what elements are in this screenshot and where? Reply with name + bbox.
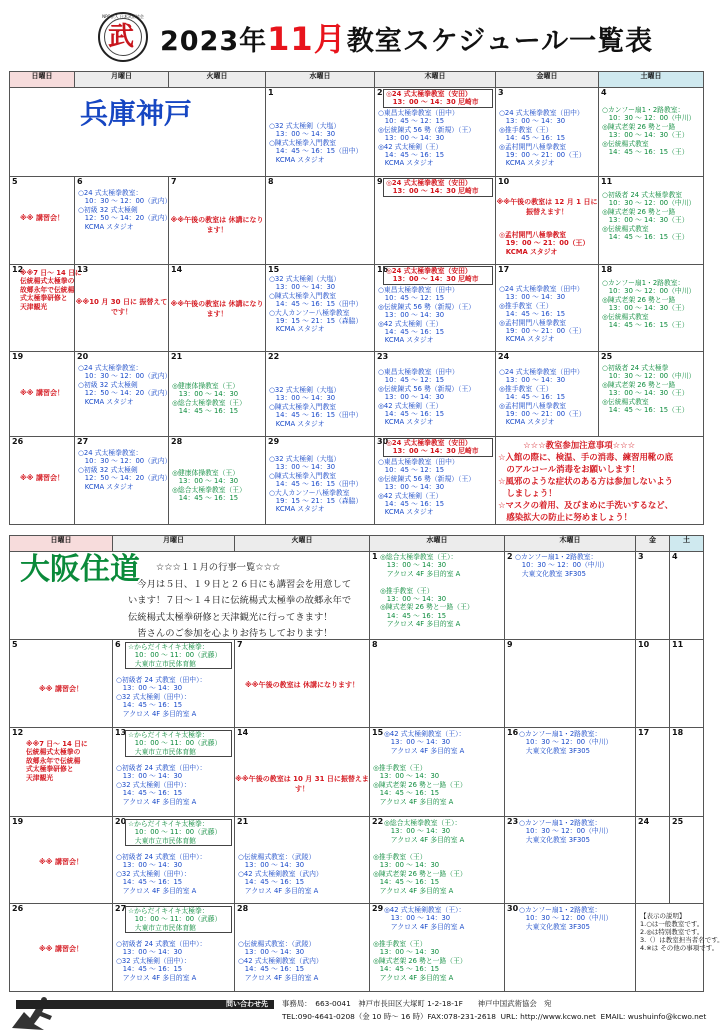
day-header-fri: 金曜日 <box>496 72 599 88</box>
day-cell: 2 ○カンフー扇1・2路教室： 10：30 ～ 12：00（中川） 大東文化教室 3F305 <box>505 552 636 640</box>
day-cell: 10 ※※午後の教室は 12 月 1 日に振替えます！ ◎孟村開門八極拳教室 19：00 ～ 21：00（王） KCMA スタジオ <box>496 177 599 265</box>
day-cell: 28 ○伝統楊式教室：（武陵） 13：00 ～ 14：30 ○42 式太極剣教室（武内） 14：45 ～ 16：15 アクロス 4F 多目的室 A <box>235 904 370 992</box>
day-cell: 18 <box>670 728 704 817</box>
kobe-schedule-table <box>9 71 704 525</box>
day-cell: 9 ◎24 式太極拳教室（安田） 13：00 ～ 14：30 尼崎市 <box>375 177 496 265</box>
day-cell: 13 ☆からだイキイキ太極拳： 10：00 ～ 11：00（武藤） 大東市立市民体育館 ○初級者 24 式教室（田中）： 13：00 ～ 14：30 ○32 式太極剣（田中）： 14：45 ～ 16：15 アクロス 4F 多目的室 A <box>113 728 235 817</box>
day-cell: 17 <box>636 728 670 817</box>
contact-bar: 問い合わせ先 <box>16 1000 274 1009</box>
caution-notice: ☆☆☆教室参加注意事項☆☆☆ ☆入館の際に、検温、手の消毒、練習用靴の底 のアルコール消毒をお願いします！ ☆風邪のような症状のある方は参加しないよう しましょう！ ☆マスクの着用、及びまめに手洗いするなど、 感染拡大の防止に努めましょう！ <box>496 437 704 525</box>
page-header <box>0 0 712 66</box>
day-cell: 1 ○32 式太極剣（大塩） 13：00 ～ 14：30 ○陳式太極拳入門教室 14：45 ～ 16：15（田中） KCMA スタジオ <box>266 88 375 177</box>
day-header-tue: 火曜日 <box>235 536 370 552</box>
page-title: 2023年11月教室スケジュール一覧表 <box>160 20 654 58</box>
day-cell: 10 <box>636 640 670 728</box>
day-cell: 4 <box>670 552 704 640</box>
day-cell: 24 <box>636 817 670 904</box>
city-title-osaka: 大阪住道 <box>20 552 140 587</box>
association-logo: 武 NPO法人 日本武術協会 <box>98 12 148 62</box>
day-cell: 22 ○32 式太極剣（大塩） 13：00 ～ 14：30 ○陳式太極拳入門教室 14：45 ～ 16：15（田中） KCMA スタジオ <box>266 352 375 437</box>
day-header-tue: 火曜日 <box>169 72 266 88</box>
day-cell: 17 ○24 式太極拳教室（田中） 13：00 ～ 14：30 ◎推手教室（王） 14：45 ～ 16：15 ◎孟村開門八極拳教室 19：00 ～ 21：00（王） KCMA スタジオ <box>496 265 599 352</box>
osaka-schedule-table <box>9 535 724 992</box>
page-footer <box>0 994 712 1036</box>
monthly-message: ☆☆☆１１月の行事一覧☆☆☆ 今月は５日、１９日と２６日にも講習会を用意して います！７日～１４日に伝統楊式太極拳の故郷永年で 伝統楊式太極拳研修と天津観光に行ってきます！ 皆さんのご参加を心よりお待ちしております！ <box>128 562 352 639</box>
day-cell: 27 ○24 式太極拳教室： 10：30 ～ 12：00（武内） ○初級 32 式太極剣 12：50 ～ 14：20（武内） KCMA スタジオ <box>75 437 169 525</box>
day-header-mon: 月曜日 <box>75 72 169 88</box>
day-cell: 3 <box>636 552 670 640</box>
day-cell: 1 ◎総合太極拳教室（王）： 13：00 ～ 14：30 アクロス 4F 多目的室 A ◎推手教室（王） 13：00 ～ 14：30 ◎陳式老架 26 勢と一路（王） 14：45 ～ 16：15 アクロス 4F 多目的室 A <box>370 552 505 640</box>
kobe-city-cell <box>10 88 266 177</box>
day-cell: 23 ○カンフー扇1・2路教室： 10：30 ～ 12：00（中川） 大東文化教室 3F305 <box>505 817 636 904</box>
contact-address: 事務局： 663-0041 神戸市長田区大塚町 1-2-18-1F 神戸中国武術協会 宛 <box>282 999 552 1008</box>
day-cell: 21 ○伝統楊式教室：（武陵） 13：00 ～ 14：30 ○42 式太極剣教室（武内） 14：45 ～ 16：15 アクロス 4F 多目的室 A <box>235 817 370 904</box>
day-cell: 6 ○24 式太極拳教室： 10：30 ～ 12：00（武内） ○初級 32 式太極剣 12：50 ～ 14：20（武内） KCMA スタジオ <box>75 177 169 265</box>
day-cell: 26 ※※ 講習会！ <box>10 437 75 525</box>
day-cell: 24 ○24 式太極拳教室（田中） 13：00 ～ 14：30 ◎推手教室（王） 14：45 ～ 16：15 ◎孟村開門八極拳教室 19：00 ～ 21：00（王） KCMA スタジオ <box>496 352 599 437</box>
day-cell: 9 <box>505 640 636 728</box>
day-header-wed: 水曜日 <box>266 72 375 88</box>
day-cell: 28 ◎健康体操教室（王） 13：00 ～ 14：30 ◎総合太極拳教室（王） 14：45 ～ 16：15 <box>169 437 266 525</box>
day-header-thu: 木曜日 <box>505 536 636 552</box>
day-cell: 19 ※※ 講習会！ <box>10 352 75 437</box>
day-cell: 3 ○24 式太極拳教室（田中） 13：00 ～ 14：30 ◎推手教室（王） 14：45 ～ 16：15 ◎孟村開門八極拳教室 19：00 ～ 21：00（王） KCMA スタジオ <box>496 88 599 177</box>
day-header-sun: 日曜日 <box>10 536 113 552</box>
day-cell: 30 ○カンフー扇1・2路教室： 10：30 ～ 12：00（中川） 大東文化教室 3F305 <box>505 904 636 992</box>
day-cell: 19 ※※ 講習会！ <box>10 817 113 904</box>
day-cell: 22 ◎総合太極拳教室（王）： 13：00 ～ 14：30 アクロス 4F 多目的室 A ◎推手教室（王） 13：00 ～ 14：30 ◎陳式老架 26 勢と一路（王） 14：45 ～ 16：15 アクロス 4F 多目的室 A <box>370 817 505 904</box>
day-header-sat: 土 <box>670 536 704 552</box>
legend-cell <box>636 904 724 992</box>
city-title-kobe: 兵庫神戸 <box>80 97 193 130</box>
day-cell: 8 <box>370 640 505 728</box>
day-cell: 25 <box>670 817 704 904</box>
day-cell: 27 ☆からだイキイキ太極拳： 10：00 ～ 11：00（武藤） 大東市立市民体育館 ○初級者 24 式教室（田中）： 13：00 ～ 14：30 ○32 式太極剣（田中）： 14：45 ～ 16：15 アクロス 4F 多目的室 A <box>113 904 235 992</box>
day-cell: 4 ○カンフー扇1・2路教室： 10：30 ～ 12：00（中川） ◎陳式老架 26 勢と一路 13：00 ～ 14：30（王） ◎伝統楊式教室 14：45 ～ 16：15（王） <box>599 88 704 177</box>
day-cell: 23 ○東昌太極拳教室（田中） 10：45 ～ 12：15 ◎伝統陳式 56 勢（新規）（王） 13：00 ～ 14：30 ◎42 式太極剣（王） 14：45 ～ 16：15 KCMA スタジオ <box>375 352 496 437</box>
day-cell: 12 ※※7 日～ 14 日に 伝統楊式太極拳の 故郷永年で伝統楊 式太極拳研修と 天津観光 <box>10 728 113 817</box>
day-cell: 5 ※※ 講習会！ <box>10 177 75 265</box>
day-cell: 6 ☆からだイキイキ太極拳： 10：00 ～ 11：00（武藤） 大東市立市民体育館 ○初級者 24 式教室（田中）： 13：00 ～ 14：30 ○32 式太極剣（田中）： 14：45 ～ 16：15 アクロス 4F 多目的室 A <box>113 640 235 728</box>
day-cell: 8 <box>266 177 375 265</box>
day-cell: 7 ※※午後の教室は 休講になります！ <box>235 640 370 728</box>
day-cell: 20 ☆からだイキイキ太極拳： 10：00 ～ 11：00（武藤） 大東市立市民体育館 ○初級者 24 式教室（田中）： 13：00 ～ 14：30 ○32 式太極剣（田中）： 14：45 ～ 16：15 アクロス 4F 多目的室 A <box>113 817 235 904</box>
day-cell: 5 ※※ 講習会！ <box>10 640 113 728</box>
day-cell: 14 ※※午後の教室は 休講になります！ <box>169 265 266 352</box>
day-cell: 30 ◎24 式太極拳教室（安田） 13：00 ～ 14：30 尼崎市 ○東昌太極拳教室（田中） 10：45 ～ 12：15 ◎伝統陳式 56 勢（新規）（王） 13：00 ～ 14：30 ◎42 式太極剣（王） 14：45 ～ 16：15 KCMA スタジオ <box>375 437 496 525</box>
day-cell: 16 ◎24 式太極拳教室（安田） 13：00 ～ 14：30 尼崎市 ○東昌太極拳教室（田中） 10：45 ～ 12：15 ◎伝統陳式 56 勢（新規）（王） 13：00 ～ 14：30 ◎42 式太極剣（王） 14：45 ～ 16：15 KCMA スタジオ <box>375 265 496 352</box>
day-cell: 14 ※※午後の教室は 10 月 31 日に振替えます！ <box>235 728 370 817</box>
legend: 【表示の説明】 1.○は一般教室です。 2.◎は特別教室です。 3.（）は教室担当者名です。 4.※は その他の事項です。 <box>640 912 724 952</box>
day-cell: 12 ※※7 日～ 14 日に 伝統楊式太極拳の 故郷永年で伝統楊 式太極拳研修と 天津観光 <box>10 265 75 352</box>
day-header-fri: 金 <box>636 536 670 552</box>
day-cell: 13 ※※10 月 30 日に 振替えてです！ <box>75 265 169 352</box>
day-cell: 21 ◎健康体操教室（王） 13：00 ～ 14：30 ◎総合太極拳教室（王） 14：45 ～ 16：15 <box>169 352 266 437</box>
day-cell: 16 ○カンフー扇1・2路教室： 10：30 ～ 12：00（中川） 大東文化教室 3F305 <box>505 728 636 817</box>
day-cell: 15 ◎42 式太極剣教室（王）： 13：00 ～ 14：30 アクロス 4F 多目的室 A ◎推手教室（王） 13：00 ～ 14：30 ◎陳式老架 26 勢と一路（王） 14：45 ～ 16：15 アクロス 4F 多目的室 A <box>370 728 505 817</box>
osaka-city-cell <box>10 552 370 640</box>
day-cell: 29 ○32 式太極剣（大塩） 13：00 ～ 14：30 ○陳式太極拳入門教室 14：45 ～ 16：15（田中） ○大人カンフー八極拳教室 19：15 ～ 21：15（森脇） KCMA スタジオ <box>266 437 375 525</box>
day-header-mon: 月曜日 <box>113 536 235 552</box>
day-cell: 29 ◎42 式太極剣教室（王）： 13：00 ～ 14：30 アクロス 4F 多目的室 A ◎推手教室（王） 13：00 ～ 14：30 ◎陳式老架 26 勢と一路（王） 14：45 ～ 16：15 アクロス 4F 多目的室 A <box>370 904 505 992</box>
day-header-sat: 土曜日 <box>599 72 704 88</box>
day-header-thu: 木曜日 <box>375 72 496 88</box>
day-cell: 18 ○カンフー扇1・2路教室： 10：30 ～ 12：00（中川） ◎陳式老架 26 勢と一路 13：00 ～ 14：30（王） ◎伝統楊式教室 14：45 ～ 16：15（王） <box>599 265 704 352</box>
day-cell: 7 ※※午後の教室は 休講になります！ <box>169 177 266 265</box>
day-cell: 25 ○初級者 24 式太極拳 10：30 ～ 12：00（中川） ◎陳式老架 26 勢と一路 13：00 ～ 14：30（王） ◎伝統楊式教室 14：45 ～ 16：15（王） <box>599 352 704 437</box>
day-cell: 20 ○24 式太極拳教室： 10：30 ～ 12：00（武内） ○初級 32 式太極剣 12：50 ～ 14：20（武内） KCMA スタジオ <box>75 352 169 437</box>
day-cell: 26 ※※ 講習会！ <box>10 904 113 992</box>
day-cell: 11 ○初級者 24 式太極拳教室 10：30 ～ 12：00（中川） ◎陳式老架 26 勢と一路 13：00 ～ 14：30（王） ◎伝統楊式教室 14：45 ～ 16：15（王） <box>599 177 704 265</box>
day-cell: 15 ○32 式太極剣（大塩） 13：00 ～ 14：30 ○陳式太極拳入門教室 14：45 ～ 16：15（田中） ○大人カンフー八極拳教室 19：15 ～ 21：15（森脇） KCMA スタジオ <box>266 265 375 352</box>
day-header-wed: 水曜日 <box>370 536 505 552</box>
day-header-sun: 日曜日 <box>10 72 75 88</box>
contact-details: TEL:090-4641-0208（金 10 時～ 16 時）FAX:078-231-2618 URL: http://www.kcwo.net EMAIL: wushuinfo@kcwo.net <box>282 1012 707 1021</box>
day-cell: 2 ◎24 式太極拳教室（安田） 13：00 ～ 14：30 尼崎市 ○東昌太極拳教室（田中） 10：45 ～ 12：15 ◎伝統陳式 56 勢（新規）（王） 13：00 ～ 14：30 ◎42 式太極剣（王） 14：45 ～ 16：15 KCMA スタジオ <box>375 88 496 177</box>
day-cell: 11 <box>670 640 704 728</box>
